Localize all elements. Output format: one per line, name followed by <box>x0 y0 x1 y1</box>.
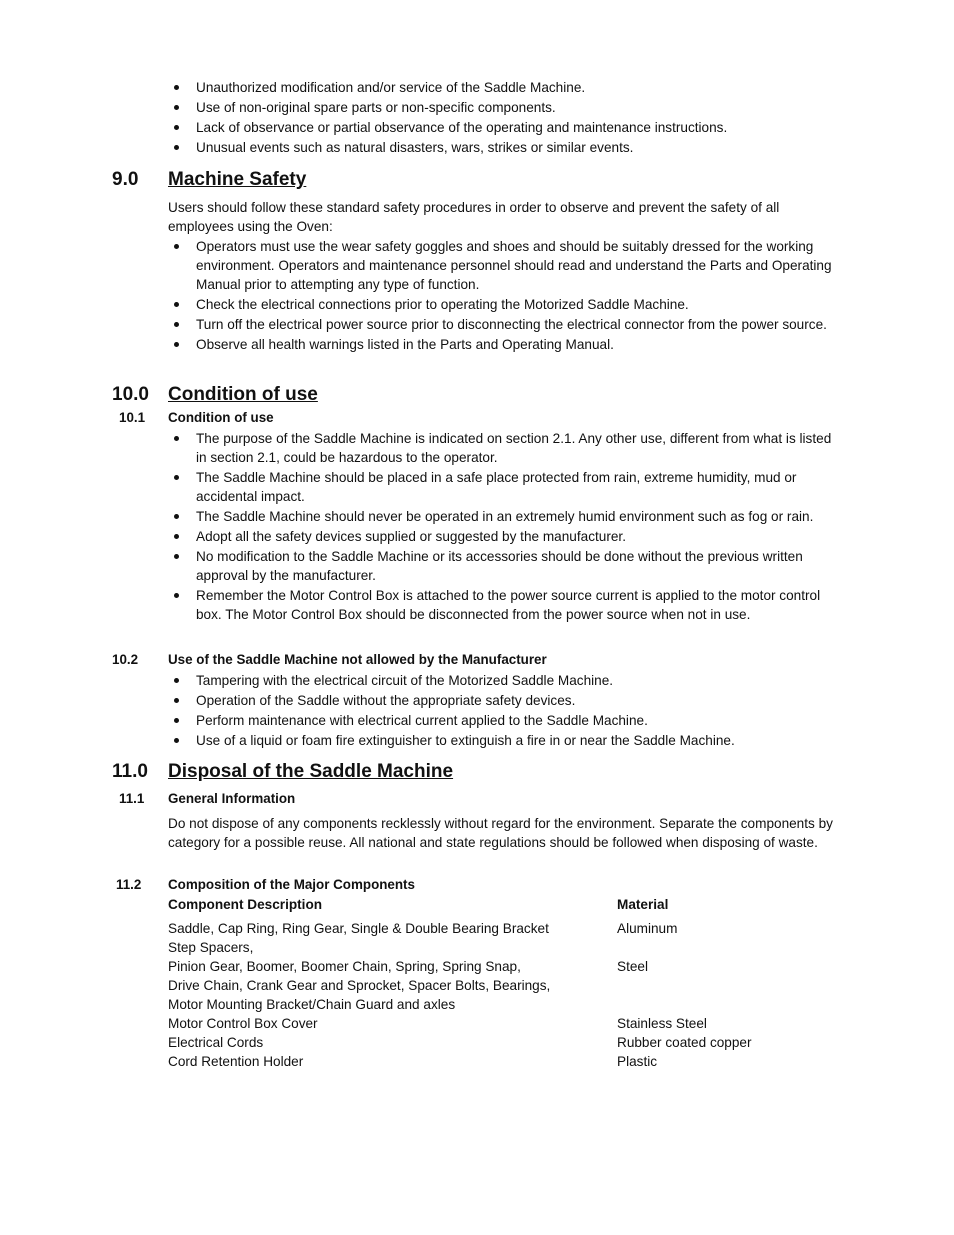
section-number: 10.0 <box>112 384 149 405</box>
table-row <box>168 976 828 995</box>
component-material: Plastic <box>617 1054 658 1069</box>
list-item: The Saddle Machine should be placed in a safe place protected from rain, extreme humidity, mud or accidental impact. <box>168 468 840 506</box>
section-9-list <box>168 237 840 355</box>
list-item: Adopt all the safety devices supplied or suggested by the manufacturer. <box>168 527 840 546</box>
section-11-1-text: Do not dispose of any components recklessly without regard for the environment. Separate the components by category for a possible reuse. All national and state regulations should be followed when disposing of waste. <box>168 816 833 850</box>
section-title: Machine Safety <box>168 169 307 190</box>
component-material <box>617 938 828 957</box>
section-heading-9 <box>112 168 306 192</box>
component-description: Electrical Cords <box>168 1035 264 1050</box>
top-bullet-list <box>168 78 848 158</box>
components-table-header <box>168 895 828 914</box>
list-item: Check the electrical connections prior to operating the Motorized Saddle Machine. <box>168 295 840 314</box>
components-table <box>168 895 828 1071</box>
subsection-title: Condition of use <box>168 410 274 425</box>
table-row <box>168 1033 828 1052</box>
section-10-2-list <box>168 671 840 751</box>
list-item: Turn off the electrical power source prior to disconnecting the electrical connector from the power source. <box>168 315 840 334</box>
column-header-description: Component Description <box>168 897 323 912</box>
component-material <box>617 995 828 1014</box>
subsection-title: Composition of the Major Components <box>168 877 415 892</box>
component-description: Step Spacers, <box>168 940 254 955</box>
subsection-heading-11-2 <box>116 876 415 894</box>
column-header-material: Material <box>617 897 669 912</box>
list-item: Unauthorized modification and/or service of the Saddle Machine. <box>168 78 848 97</box>
component-description: Motor Control Box Cover <box>168 1016 318 1031</box>
subsection-heading-10-1 <box>119 409 274 427</box>
subsection-heading-11-1 <box>119 790 295 808</box>
component-material: Steel <box>617 959 648 974</box>
list-item: Use of non-original spare parts or non-specific components. <box>168 98 848 117</box>
list-item: Use of a liquid or foam fire extinguisher to extinguish a fire in or near the Saddle Machine. <box>168 731 840 750</box>
list-item: Tampering with the electrical circuit of the Motorized Saddle Machine. <box>168 671 840 690</box>
subsection-title: General Information <box>168 791 296 806</box>
section-title: Condition of use <box>168 384 318 405</box>
list-item: Operators must use the wear safety goggles and shoes and should be suitably dressed for the working environment. Operators and maintenance personnel should read and understand the Parts and Operating Manual prior to attempting any type of function. <box>168 237 840 294</box>
component-material <box>617 976 828 995</box>
list-item: Operation of the Saddle without the appropriate safety devices. <box>168 691 840 710</box>
section-number: 9.0 <box>112 169 139 190</box>
component-description: Drive Chain, Crank Gear and Sprocket, Spacer Bolts, Bearings, <box>168 978 551 993</box>
component-material: Rubber coated copper <box>617 1035 752 1050</box>
section-9-intro: Users should follow these standard safety procedures in order to observe and prevent the safety of all employees using the Oven: <box>168 200 780 234</box>
component-description: Cord Retention Holder <box>168 1054 304 1069</box>
section-title: Disposal of the Saddle Machine <box>168 761 454 782</box>
subsection-number: 10.2 <box>112 652 139 667</box>
subsection-title: Use of the Saddle Machine not allowed by the Manufacturer <box>168 652 547 667</box>
component-description: Pinion Gear, Boomer, Boomer Chain, Spring, Spring Snap, <box>168 959 521 974</box>
list-item: Lack of observance or partial observance of the operating and maintenance instructions. <box>168 118 848 137</box>
subsection-number: 11.2 <box>116 877 142 892</box>
subsection-heading-10-2 <box>112 651 547 669</box>
table-row <box>168 1052 828 1071</box>
table-row <box>168 919 828 938</box>
subsection-number: 10.1 <box>119 410 146 425</box>
list-item: Perform maintenance with electrical current applied to the Saddle Machine. <box>168 711 840 730</box>
section-heading-10 <box>112 383 318 407</box>
table-row <box>168 938 828 957</box>
list-item: The Saddle Machine should never be operated in an extremely humid environment such as fog or rain. <box>168 507 840 526</box>
list-item: Observe all health warnings listed in the Parts and Operating Manual. <box>168 335 840 354</box>
table-row <box>168 995 828 1014</box>
section-10-1-list <box>168 429 840 625</box>
component-material: Stainless Steel <box>617 1016 707 1031</box>
table-row <box>168 1014 828 1033</box>
section-number: 11.0 <box>112 761 148 782</box>
list-item: No modification to the Saddle Machine or its accessories should be done without the previous written approval by the manufacturer. <box>168 547 840 585</box>
table-row <box>168 957 828 976</box>
subsection-number: 11.1 <box>119 791 145 806</box>
component-material: Aluminum <box>617 921 678 936</box>
component-description: Saddle, Cap Ring, Ring Gear, Single & Double Bearing Bracket <box>168 921 549 936</box>
list-item: Unusual events such as natural disasters, wars, strikes or similar events. <box>168 138 848 157</box>
list-item: The purpose of the Saddle Machine is indicated on section 2.1. Any other use, different from what is listed in section 2.1, could be hazardous to the operator. <box>168 429 840 467</box>
component-description: Motor Mounting Bracket/Chain Guard and axles <box>168 997 456 1012</box>
list-item: Remember the Motor Control Box is attached to the power source current is applied to the motor control box. The Motor Control Box should be disconnected from the power source when not in use. <box>168 586 840 624</box>
section-heading-11 <box>112 760 453 784</box>
